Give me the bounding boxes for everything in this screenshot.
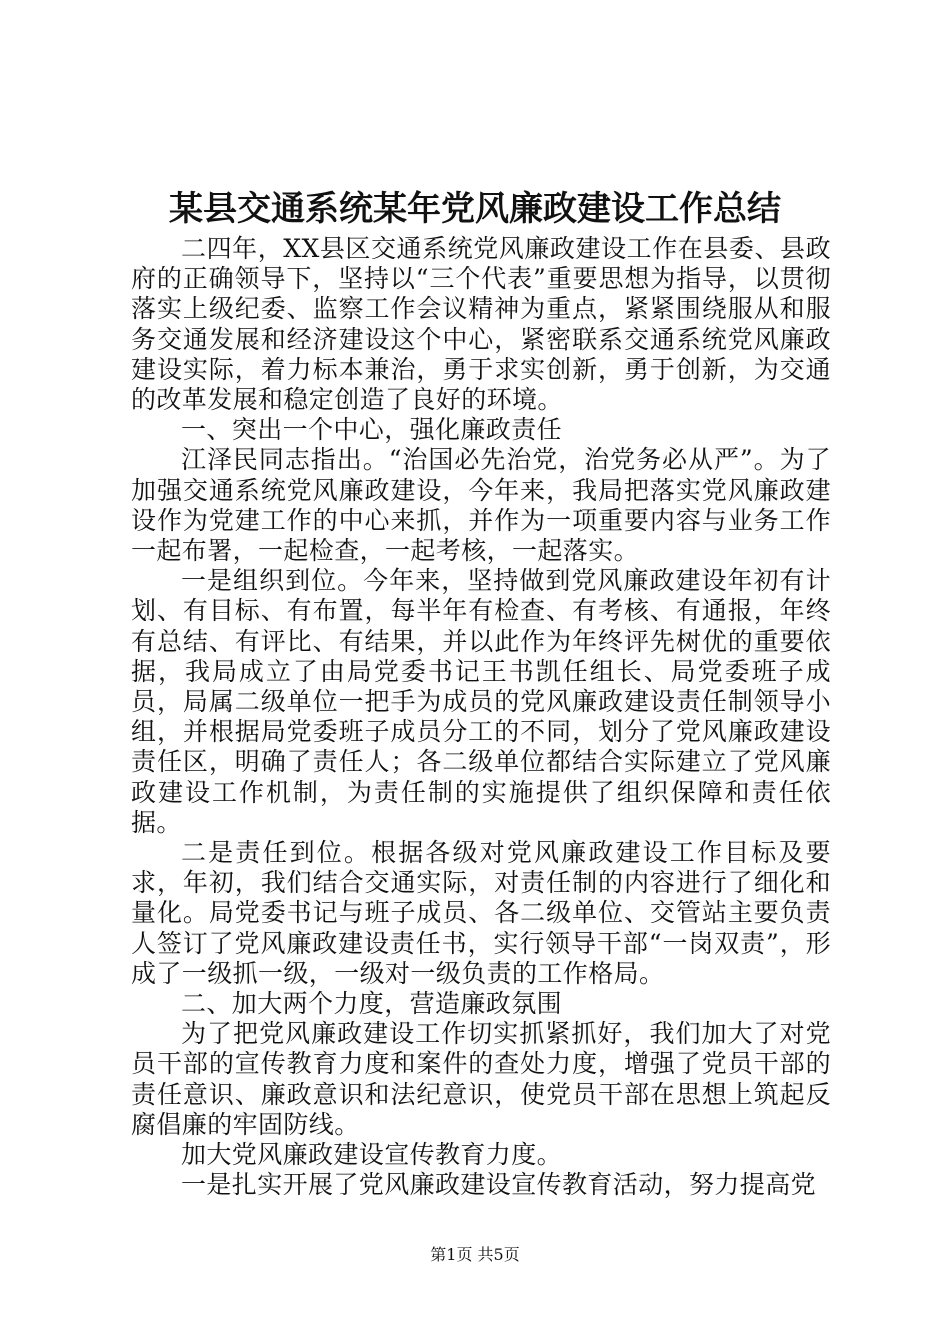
section-heading-2: 二、加大两个力度，营造廉政氛围 — [181, 989, 563, 1019]
section-heading-1: 一、突出一个中心，强化廉政责任 — [181, 415, 563, 445]
subheading-education: 加大党风廉政建设宣传教育力度。 — [181, 1140, 563, 1170]
paragraph-activities: 一是扎实开展了党风廉政建设宣传教育活动，努力提高党 — [181, 1170, 817, 1200]
page-footer: 第1页 共5页 — [430, 1245, 520, 1264]
paragraph-responsibility: 二是责任到位。根据各级对党风廉政建设工作目标及要求，年初，我们结合交通实际，对责任制的内容进行了细化和量化。局党委书记与班子成员、各二级单位、交管站主要负责人签订了党风廉政建设责任书，实行领导干部“一岗双责”，形成了一级抓一级，一级对一级负责的工作格局。 — [131, 838, 831, 988]
document-body — [131, 234, 831, 1201]
paragraph-intro: 二四年，XX县区交通系统党风廉政建设工作在县委、县政府的正确领导下，坚持以“三个代表”重要思想为指导，以贯彻落实上级纪委、监察工作会议精神为重点，紧紧围绕服从和服务交通发展和经济建设这个中心，紧密联系交通系统党风廉政建设实际，着力标本兼治，勇于求实创新，勇于创新，为交通的改革发展和稳定创造了良好的环境。 — [131, 234, 831, 415]
paragraph-organization: 一是组织到位。今年来，坚持做到党风廉政建设年初有计划、有目标、有布置，每半年有检查、有考核、有通报，年终有总结、有评比、有结果，并以此作为年终评先树优的重要依据，我局成立了由局党委书记王书凯任组长、局党委班子成员，局属二级单位一把手为成员的党风廉政建设责任制领导小组，并根据局党委班子成员分工的不同，划分了党风廉政建设责任区，明确了责任人；各二级单位都结合实际建立了党风廉政建设工作机制，为责任制的实施提供了组织保障和责任依据。 — [131, 566, 831, 837]
paragraph-education: 为了把党风廉政建设工作切实抓紧抓好，我们加大了对党员干部的宣传教育力度和案件的查处力度，增强了党员干部的责任意识、廉政意识和法纪意识，使党员干部在思想上筑起反腐倡廉的牢固防线。 — [131, 1019, 831, 1139]
paragraph-quote: 江泽民同志指出。“治国必先治党，治党务必从严”。为了加强交通系统党风廉政建设，今年来，我局把落实党风廉政建设作为党建工作的中心来抓，并作为一项重要内容与业务工作一起布署，一起检查，一起考核，一起落实。 — [131, 445, 831, 566]
document-title: 某县交通系统某年党风廉政建设工作总结 — [169, 189, 781, 229]
